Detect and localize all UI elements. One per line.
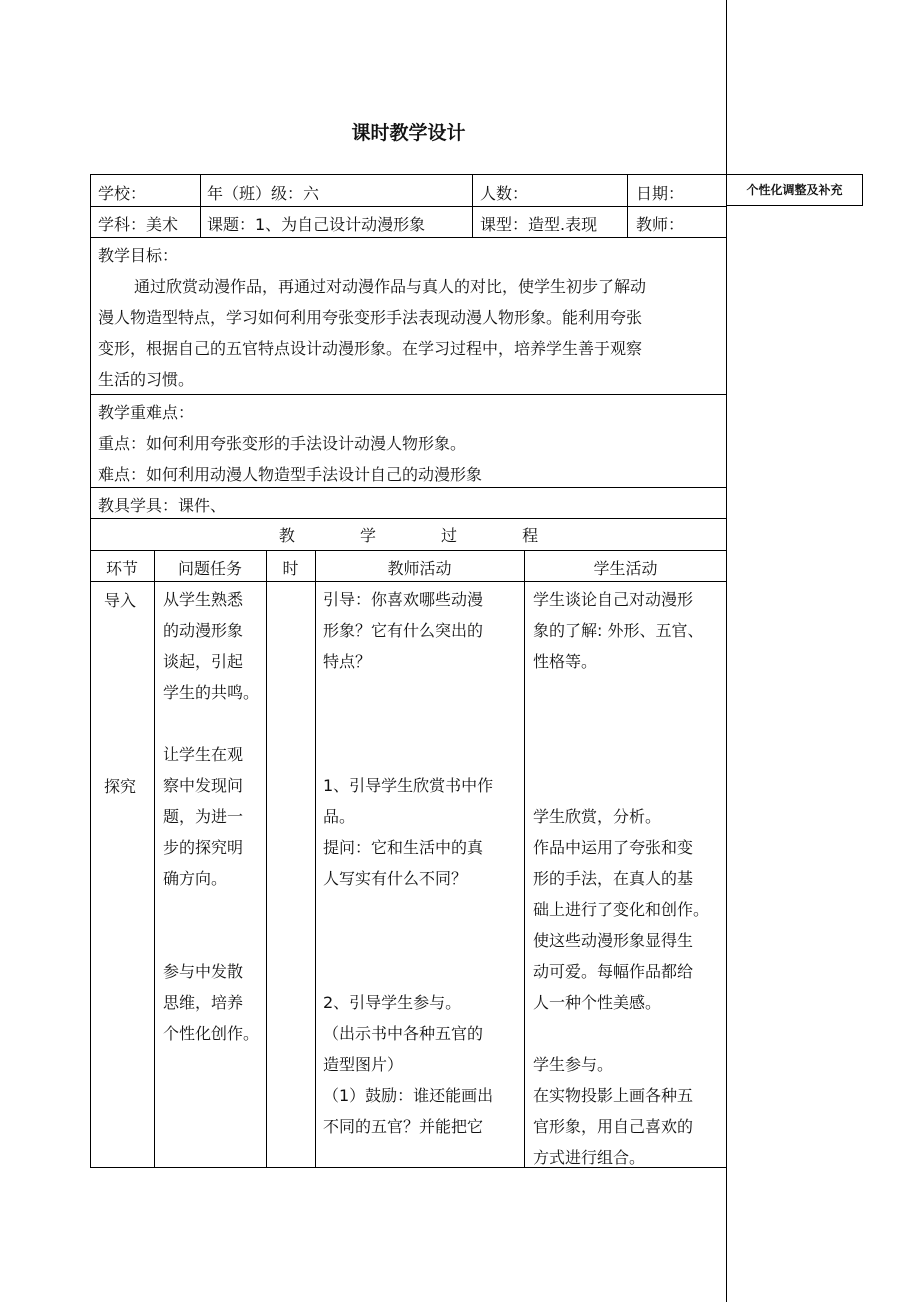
subject-label: 学科：美术 — [98, 215, 179, 234]
teacher-line — [323, 925, 493, 956]
header-task: 问题任务 — [177, 559, 242, 578]
col-divider — [315, 550, 316, 1168]
student-line — [533, 677, 709, 708]
student-line: 使这些动漫形象显得生 — [533, 931, 694, 950]
process-char: 程 — [522, 526, 539, 545]
task-line: 思维，培养 — [163, 993, 244, 1012]
teacher-label: 教师： — [636, 215, 685, 234]
teacher-line — [323, 708, 493, 739]
teacher-line: 形象？它有什么突出的 — [323, 621, 484, 640]
process-char: 教 — [278, 526, 295, 545]
teacher-line: 品。 — [323, 807, 356, 826]
key-point: 重点：如何利用夸张变形的手法设计动漫人物形象。 — [98, 434, 467, 453]
stage-explore: 探究 — [104, 777, 137, 796]
process-heading — [90, 523, 727, 546]
teacher-line: 造型图片） — [323, 1055, 404, 1074]
header-stage: 环节 — [105, 559, 138, 578]
student-line: 础上进行了变化和创作。 — [533, 900, 710, 919]
task-line — [163, 708, 259, 739]
topic-label: 课题：1、为自己设计动漫形象 — [207, 215, 426, 234]
teacher-line — [323, 894, 493, 925]
row-divider — [90, 206, 727, 207]
col-divider — [200, 174, 201, 237]
task-line: 谈起，引起 — [163, 652, 244, 671]
stage-intro: 导入 — [104, 591, 137, 610]
row-divider — [90, 550, 727, 551]
col-divider — [154, 550, 155, 1168]
task-line: 题，为进一 — [163, 807, 244, 826]
teacher-line — [323, 739, 493, 770]
student-line — [533, 708, 709, 739]
process-char: 学 — [359, 526, 376, 545]
student-line: 官形象，用自己喜欢的 — [533, 1117, 694, 1136]
student-line: 作品中运用了夸张和变 — [533, 838, 694, 857]
row-divider — [90, 394, 727, 395]
student-line: 学生欣赏，分析。 — [533, 807, 662, 826]
task-line: 让学生在观 — [163, 745, 244, 764]
student-line — [533, 739, 709, 770]
teacher-line: 不同的五官？并能把它 — [323, 1117, 484, 1136]
teacher-line: 1、引导学生欣赏书中作 — [323, 776, 494, 795]
keypoints-label: 教学重难点： — [98, 403, 195, 422]
teacher-line: 2、引导学生参与。 — [323, 993, 462, 1012]
teacher-line: 引导：你喜欢哪些动漫 — [323, 590, 484, 609]
teacher-line: 特点？ — [323, 652, 372, 671]
task-line: 确方向。 — [163, 869, 228, 888]
col-divider — [266, 550, 267, 1168]
school-label: 学校： — [98, 184, 147, 203]
student-line: 学生参与。 — [533, 1055, 614, 1074]
student-activity-column — [533, 584, 709, 1173]
student-line: 人一种个性美感。 — [533, 993, 662, 1012]
student-line: 方式进行组合。 — [533, 1148, 646, 1167]
goals-label: 教学目标： — [98, 246, 179, 265]
goals-line: 通过欣赏动漫作品，再通过对动漫作品与真人的对比，使学生初步了解动 — [134, 277, 647, 296]
student-line: 象的了解: 外形、五官、 — [533, 621, 704, 640]
student-line: 动可爱。每幅作品都给 — [533, 962, 694, 981]
col-divider — [627, 174, 628, 237]
row-divider — [90, 487, 727, 488]
teacher-line — [323, 956, 493, 987]
task-line: 从学生熟悉 — [163, 590, 244, 609]
student-line: 形的手法，在真人的基 — [533, 869, 694, 888]
row-divider — [90, 237, 727, 238]
student-line — [533, 770, 709, 801]
teacher-activity-column — [323, 584, 493, 1142]
col-divider — [472, 174, 473, 237]
header-time: 时 — [282, 559, 299, 578]
goals-line: 漫人物造型特点，学习如何利用夸张变形手法表现动漫人物形象。能利用夸张 — [98, 308, 643, 327]
grade-label: 年（班）级：六 — [207, 184, 320, 203]
task-line: 个性化创作。 — [163, 1024, 260, 1043]
tools-label: 教具学具：课件、 — [98, 496, 227, 515]
task-line — [163, 894, 259, 925]
goals-line: 变形，根据自己的五官特点设计动漫形象。在学习过程中，培养学生善于观察 — [98, 339, 643, 358]
header-teacher-activity: 教师活动 — [387, 559, 452, 578]
lesson-type-label: 课型：造型.表现 — [480, 215, 598, 234]
teacher-line: 人写实有什么不同？ — [323, 869, 468, 888]
teacher-line: （出示书中各种五官的 — [323, 1024, 484, 1043]
difficult-point: 难点：如何利用动漫人物造型手法设计自己的动漫形象 — [98, 465, 483, 484]
task-line: 的动漫形象 — [163, 621, 244, 640]
header-student-activity: 学生活动 — [593, 559, 658, 578]
col-divider — [524, 550, 525, 1168]
task-line: 步的探究明 — [163, 838, 244, 857]
student-line: 在实物投影上画各种五 — [533, 1086, 694, 1105]
goals-line: 生活的习惯。 — [98, 370, 195, 389]
task-line: 学生的共鸣。 — [163, 683, 260, 702]
process-char: 过 — [441, 526, 458, 545]
row-divider — [90, 518, 727, 519]
date-label: 日期： — [636, 184, 685, 203]
table-border-left — [90, 174, 91, 1168]
page-title: 课时教学设计 — [351, 122, 466, 144]
student-line: 性格等。 — [533, 652, 598, 671]
student-line: 学生谈论自己对动漫形 — [533, 590, 694, 609]
task-line: 察中发现问 — [163, 776, 244, 795]
row-divider — [90, 581, 727, 582]
teacher-line: （1）鼓励：谁还能画出 — [323, 1086, 494, 1105]
task-line — [163, 925, 259, 956]
task-column — [163, 584, 259, 1049]
student-line — [533, 1018, 709, 1049]
side-note-box: 个性化调整及补充 — [727, 174, 863, 206]
teacher-line — [323, 677, 493, 708]
teacher-line: 提问：它和生活中的真 — [323, 838, 484, 857]
task-line: 参与中发散 — [163, 962, 244, 981]
count-label: 人数： — [480, 184, 529, 203]
table-border-top — [90, 174, 727, 175]
